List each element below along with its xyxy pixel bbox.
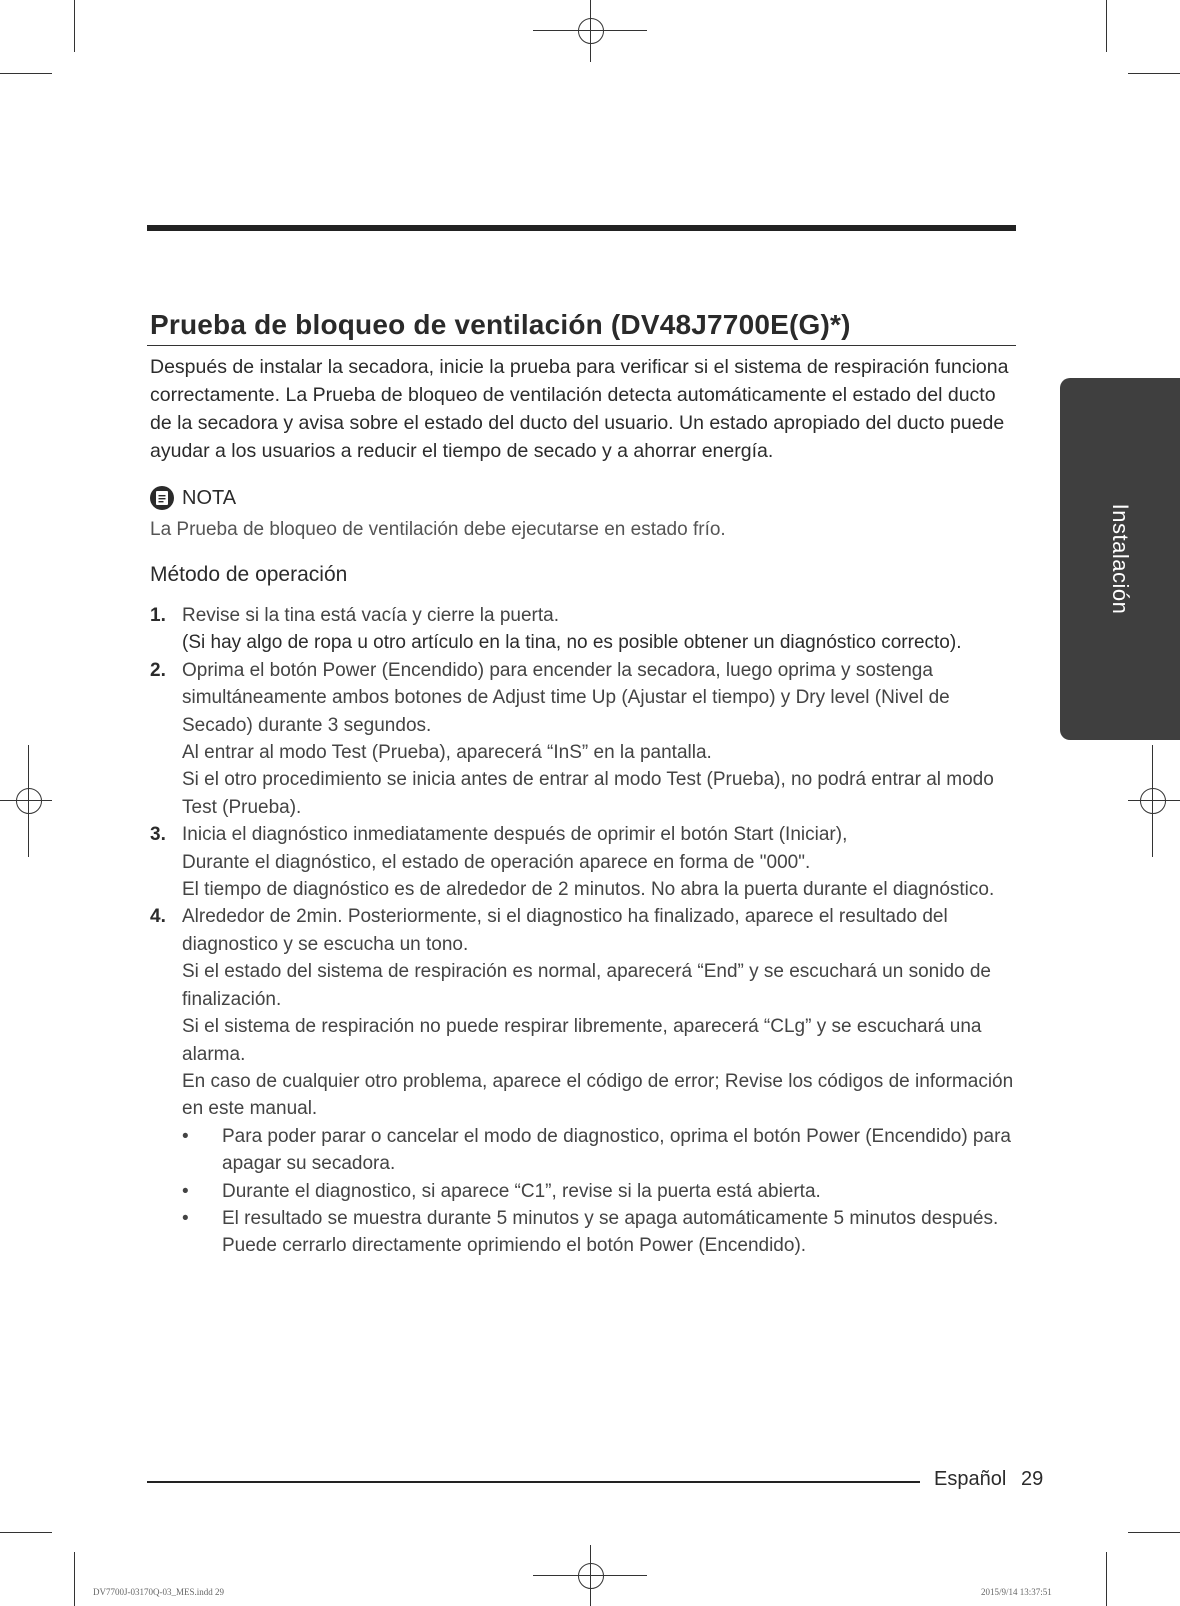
print-slug-file: DV7700J-03170Q-03_MES.indd 29 <box>93 1587 225 1597</box>
step-number: 4. <box>150 906 166 928</box>
step-line: Alrededor de 2min. Posteriormente, si el diagnostico ha finalizado, aparece el resultado del diagnostico y se escucha un tono. <box>182 906 948 955</box>
step-1 <box>150 602 1020 657</box>
step-line: Durante el diagnóstico, el estado de operación aparece en forma de "000". <box>182 851 811 873</box>
step-line: Si el otro procedimiento se inicia antes de entrar al modo Test (Prueba), no podrá entrar al modo Test (Prueba). <box>182 769 994 818</box>
bullet-dot-icon: • <box>182 1207 189 1229</box>
step-3 <box>150 821 1020 903</box>
header-rule <box>147 225 1016 231</box>
step-emphasis: (Si hay algo de ropa u otro artículo en la tina, no es posible obtener un diagnóstico correcto). <box>182 632 962 654</box>
title-underline <box>147 345 1016 346</box>
step-2 <box>150 657 1020 821</box>
bullet-dot-icon: • <box>182 1180 189 1202</box>
bullet-text: El resultado se muestra durante 5 minutos y se apaga automáticamente 5 minutos después. Puede cerrarlo directamente oprimiendo el botón Power (Encendido). <box>222 1207 999 1257</box>
note-text: La Prueba de bloqueo de ventilación debe ejecutarse en estado frío. <box>150 519 726 540</box>
step-line: Si el estado del sistema de respiración es normal, aparecerá “End” y se escuchará un sonido de finalización. <box>182 961 991 1010</box>
bullet-text: Para poder parar o cancelar el modo de diagnostico, oprima el botón Power (Encendido) para apagar su secadora. <box>222 1125 1011 1175</box>
bullet-dot-icon: • <box>182 1125 189 1147</box>
step-number: 2. <box>150 659 166 681</box>
footer-language: Español <box>934 1468 1007 1490</box>
step-line: El tiempo de diagnóstico es de alrededor de 2 minutos. No abra la puerta durante el diagnóstico. <box>182 879 995 901</box>
bullet-text: Durante el diagnostico, si aparece “C1”, revise si la puerta está abierta. <box>222 1180 821 1202</box>
note-heading <box>150 484 236 512</box>
note-icon <box>150 486 174 510</box>
page-number: 29 <box>1021 1468 1044 1490</box>
step-line: Oprima el botón Power (Encendido) para encender la secadora, luego oprima y sostenga simultáneamente ambos botones de Adjust time Up (Ajustar el tiempo) y Dry level (Nivel de Secado) durante 3 segundos. <box>182 659 950 736</box>
step-line: Al entrar al modo Test (Prueba), aparecerá “InS” en la pantalla. <box>182 742 712 764</box>
step-line: Si el sistema de respiración no puede respirar libremente, aparecerá “CLg” y se escuchará una alarma. <box>182 1016 982 1065</box>
step-number: 3. <box>150 824 166 846</box>
note-label: NOTA <box>182 486 237 509</box>
step-line: Revise si la tina está vacía y cierre la puerta. <box>182 605 560 626</box>
bullet-item <box>182 1205 1020 1260</box>
steps-list <box>150 602 1020 1260</box>
step-4 <box>150 903 1020 1259</box>
section-title: Prueba de bloqueo de ventilación (DV48J7700E(G)*) <box>150 309 851 340</box>
bullet-item <box>182 1178 1020 1205</box>
section-side-tab <box>1060 378 1180 740</box>
footer-rule <box>147 1481 920 1483</box>
bullet-item <box>182 1123 1020 1178</box>
side-tab-label: Instalación <box>1108 503 1133 615</box>
print-slug-timestamp: 2015/9/14 13:37:51 <box>981 1587 1052 1597</box>
step-number: 1. <box>150 605 166 626</box>
intro-paragraph: Después de instalar la secadora, inicie la prueba para verificar si el sistema de respiración funciona correctamente. La Prueba de bloqueo de ventilación detecta automáticamente el estado del ducto de la secadora y avisa sobre el estado del ducto del usuario. Un estado apropiado del ducto puede ayudar a los usuarios a reducir el tiempo de secado y a ahorrar energía. <box>150 356 1009 462</box>
method-heading: Método de operación <box>150 563 348 586</box>
step-line: Inicia el diagnóstico inmediatamente después de oprimir el botón Start (Iniciar), <box>182 824 848 846</box>
step-line: En caso de cualquier otro problema, aparece el código de error; Revise los códigos de información en este manual. <box>182 1070 1014 1120</box>
